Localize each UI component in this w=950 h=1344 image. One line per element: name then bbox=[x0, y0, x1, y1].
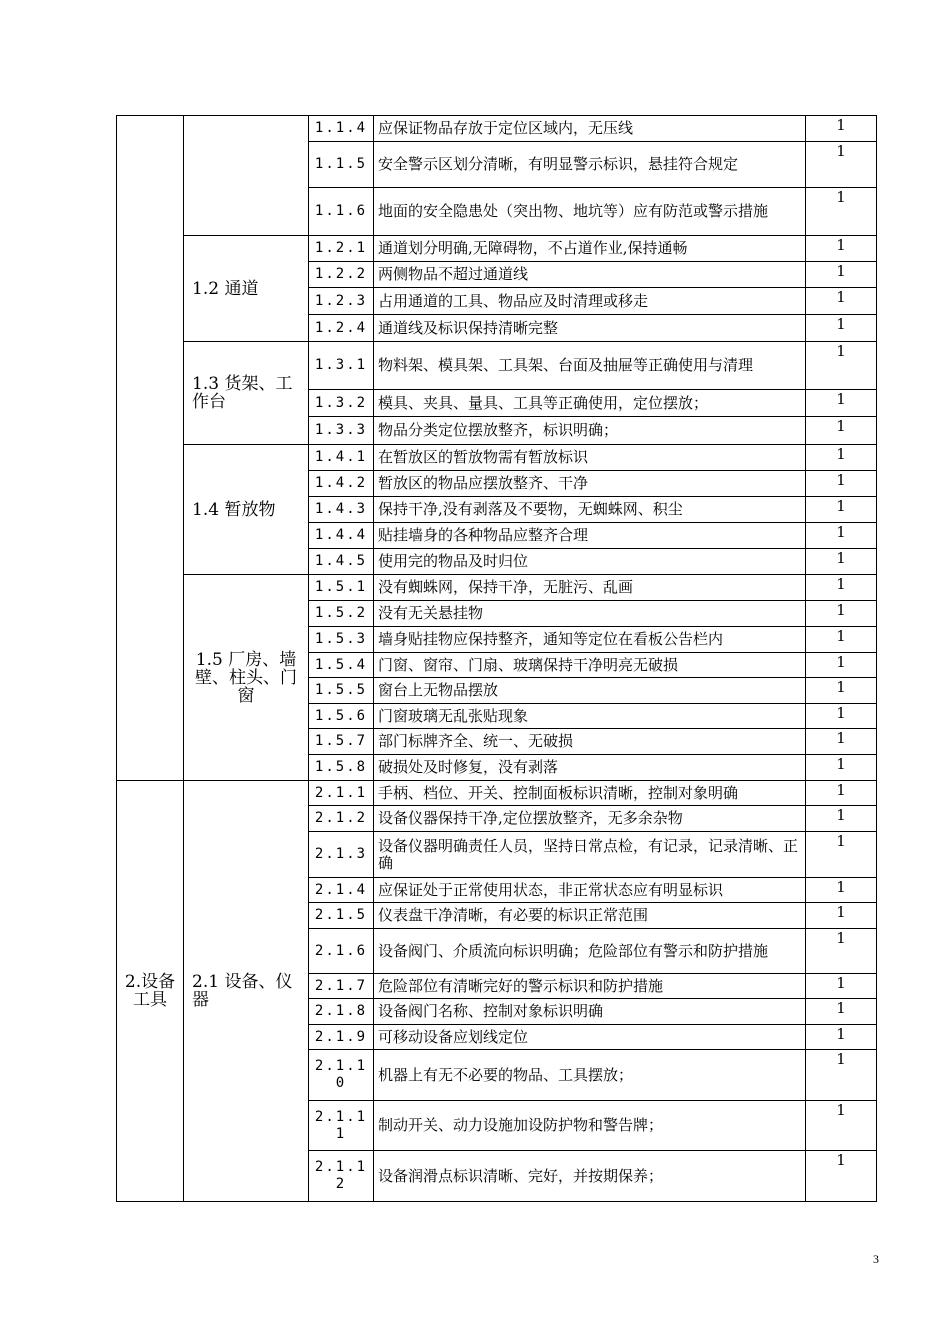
item-score: 1 bbox=[806, 288, 877, 315]
item-description: 设备阀门、介质流向标识明确；危险部位有警示和防护措施 bbox=[374, 929, 806, 974]
item-description: 设备阀门名称、控制对象标识明确 bbox=[374, 999, 806, 1025]
item-score: 1 bbox=[806, 236, 877, 262]
item-score: 1 bbox=[806, 315, 877, 342]
item-description: 暂放区的物品应摆放整齐、干净 bbox=[374, 471, 806, 497]
item-score: 1 bbox=[806, 601, 877, 627]
item-code: 2.1.4 bbox=[309, 878, 374, 903]
item-code: 2.1.1 bbox=[309, 781, 374, 806]
item-code: 1.5.7 bbox=[309, 729, 374, 755]
item-code: 2.1.7 bbox=[309, 974, 374, 999]
item-description: 应保证物品存放于定位区域内，无压线 bbox=[374, 116, 806, 142]
item-description: 设备仪器明确责任人员，坚持日常点检，有记录，记录清晰、正确 bbox=[374, 832, 806, 878]
item-description: 地面的安全隐患处（突出物、地坑等）应有防范或警示措施 bbox=[374, 188, 806, 236]
item-description: 制动开关、动力设施加设防护物和警告牌； bbox=[374, 1101, 806, 1151]
item-description: 仪表盘干净清晰，有必要的标识正常范围 bbox=[374, 903, 806, 929]
item-code: 1.3.3 bbox=[309, 417, 374, 445]
item-description: 没有无关悬挂物 bbox=[374, 601, 806, 627]
item-code: 1.5.4 bbox=[309, 653, 374, 678]
item-code: 1.5.5 bbox=[309, 678, 374, 704]
category-cell-1 bbox=[117, 116, 184, 781]
item-code: 1.4.1 bbox=[309, 445, 374, 471]
item-description: 门窗、窗帘、门扇、玻璃保持干净明亮无破损 bbox=[374, 653, 806, 678]
item-code: 2.1.6 bbox=[309, 929, 374, 974]
item-code: 2.1.12 bbox=[309, 1151, 374, 1202]
item-description: 应保证处于正常使用状态，非正常状态应有明显标识 bbox=[374, 878, 806, 903]
item-description: 没有蜘蛛网，保持干净，无脏污、乱画 bbox=[374, 575, 806, 601]
item-score: 1 bbox=[806, 471, 877, 497]
item-description: 贴挂墙身的各种物品应整齐合理 bbox=[374, 523, 806, 549]
item-code: 1.2.2 bbox=[309, 262, 374, 288]
item-description: 物品分类定位摆放整齐，标识明确； bbox=[374, 417, 806, 445]
item-score: 1 bbox=[806, 627, 877, 653]
item-score: 1 bbox=[806, 878, 877, 903]
item-score: 1 bbox=[806, 678, 877, 704]
item-code: 2.1.8 bbox=[309, 999, 374, 1025]
item-description: 占用通道的工具、物品应及时清理或移走 bbox=[374, 288, 806, 315]
item-description: 在暂放区的暂放物需有暂放标识 bbox=[374, 445, 806, 471]
item-score: 1 bbox=[806, 342, 877, 390]
item-code: 1.4.4 bbox=[309, 523, 374, 549]
item-score: 1 bbox=[806, 653, 877, 678]
item-score: 1 bbox=[806, 832, 877, 878]
item-description: 使用完的物品及时归位 bbox=[374, 549, 806, 575]
item-code: 1.1.5 bbox=[309, 142, 374, 188]
item-description: 机器上有无不必要的物品、工具摆放； bbox=[374, 1050, 806, 1101]
item-code: 1.3.1 bbox=[309, 342, 374, 390]
page-number: 3 bbox=[873, 1252, 879, 1266]
item-code: 2.1.11 bbox=[309, 1101, 374, 1151]
category-label: 2.设备工具 bbox=[117, 781, 184, 1202]
item-score: 1 bbox=[806, 549, 877, 575]
item-description: 安全警示区划分清晰，有明显警示标识，悬挂符合规定 bbox=[374, 142, 806, 188]
item-score: 1 bbox=[806, 974, 877, 999]
item-code: 1.5.1 bbox=[309, 575, 374, 601]
item-description: 设备仪器保持干净,定位摆放整齐，无多余杂物 bbox=[374, 806, 806, 832]
item-description: 模具、夹具、量具、工具等正确使用，定位摆放； bbox=[374, 390, 806, 417]
item-score: 1 bbox=[806, 929, 877, 974]
item-code: 1.5.8 bbox=[309, 755, 374, 781]
subgroup-label: 1.4 暂放物 bbox=[184, 445, 309, 575]
item-code: 2.1.9 bbox=[309, 1025, 374, 1050]
item-description: 可移动设备应划线定位 bbox=[374, 1025, 806, 1050]
subgroup-label: 2.1 设备、仪器 bbox=[184, 781, 309, 1202]
item-code: 1.2.1 bbox=[309, 236, 374, 262]
item-score: 1 bbox=[806, 497, 877, 523]
item-code: 2.1.10 bbox=[309, 1050, 374, 1101]
item-score: 1 bbox=[806, 523, 877, 549]
item-score: 1 bbox=[806, 445, 877, 471]
item-code: 2.1.3 bbox=[309, 832, 374, 878]
item-description: 保持干净,没有剥落及不要物，无蜘蛛网、积尘 bbox=[374, 497, 806, 523]
item-description: 物料架、模具架、工具架、台面及抽屉等正确使用与清理 bbox=[374, 342, 806, 390]
item-score: 1 bbox=[806, 142, 877, 188]
item-description: 窗台上无物品摆放 bbox=[374, 678, 806, 704]
subgroup-cell-1-1 bbox=[184, 116, 309, 236]
item-code: 1.4.2 bbox=[309, 471, 374, 497]
item-description: 通道划分明确,无障碍物，不占道作业,保持通畅 bbox=[374, 236, 806, 262]
subgroup-label: 1.2 通道 bbox=[184, 236, 309, 342]
item-score: 1 bbox=[806, 1050, 877, 1101]
item-score: 1 bbox=[806, 1151, 877, 1202]
item-description: 手柄、档位、开关、控制面板标识清晰，控制对象明确 bbox=[374, 781, 806, 806]
subgroup-label: 1.3 货架、工作台 bbox=[184, 342, 309, 445]
item-score: 1 bbox=[806, 1101, 877, 1151]
item-score: 1 bbox=[806, 903, 877, 929]
item-description: 部门标牌齐全、统一、无破损 bbox=[374, 729, 806, 755]
item-code: 1.1.6 bbox=[309, 188, 374, 236]
item-description: 设备润滑点标识清晰、完好，并按期保养； bbox=[374, 1151, 806, 1202]
item-score: 1 bbox=[806, 262, 877, 288]
item-score: 1 bbox=[806, 116, 877, 142]
item-description: 危险部位有清晰完好的警示标识和防护措施 bbox=[374, 974, 806, 999]
item-code: 1.4.3 bbox=[309, 497, 374, 523]
item-score: 1 bbox=[806, 188, 877, 236]
item-score: 1 bbox=[806, 417, 877, 445]
item-code: 1.3.2 bbox=[309, 390, 374, 417]
item-code: 1.2.4 bbox=[309, 315, 374, 342]
item-score: 1 bbox=[806, 781, 877, 806]
item-description: 门窗玻璃无乱张贴现象 bbox=[374, 704, 806, 729]
item-code: 2.1.5 bbox=[309, 903, 374, 929]
item-description: 两侧物品不超过通道线 bbox=[374, 262, 806, 288]
item-score: 1 bbox=[806, 390, 877, 417]
item-code: 1.2.3 bbox=[309, 288, 374, 315]
item-score: 1 bbox=[806, 575, 877, 601]
item-score: 1 bbox=[806, 806, 877, 832]
item-code: 1.5.3 bbox=[309, 627, 374, 653]
item-description: 墙身贴挂物应保持整齐，通知等定位在看板公告栏内 bbox=[374, 627, 806, 653]
item-code: 1.5.2 bbox=[309, 601, 374, 627]
item-description: 通道线及标识保持清晰完整 bbox=[374, 315, 806, 342]
item-score: 1 bbox=[806, 1025, 877, 1050]
item-score: 1 bbox=[806, 704, 877, 729]
item-code: 2.1.2 bbox=[309, 806, 374, 832]
item-code: 1.4.5 bbox=[309, 549, 374, 575]
item-score: 1 bbox=[806, 729, 877, 755]
item-code: 1.1.4 bbox=[309, 116, 374, 142]
inspection-table bbox=[116, 115, 877, 1202]
item-code: 1.5.6 bbox=[309, 704, 374, 729]
subgroup-label: 1.5 厂房、墙壁、柱头、门窗 bbox=[184, 575, 309, 781]
item-description: 破损处及时修复，没有剥落 bbox=[374, 755, 806, 781]
item-score: 1 bbox=[806, 755, 877, 781]
item-score: 1 bbox=[806, 999, 877, 1025]
